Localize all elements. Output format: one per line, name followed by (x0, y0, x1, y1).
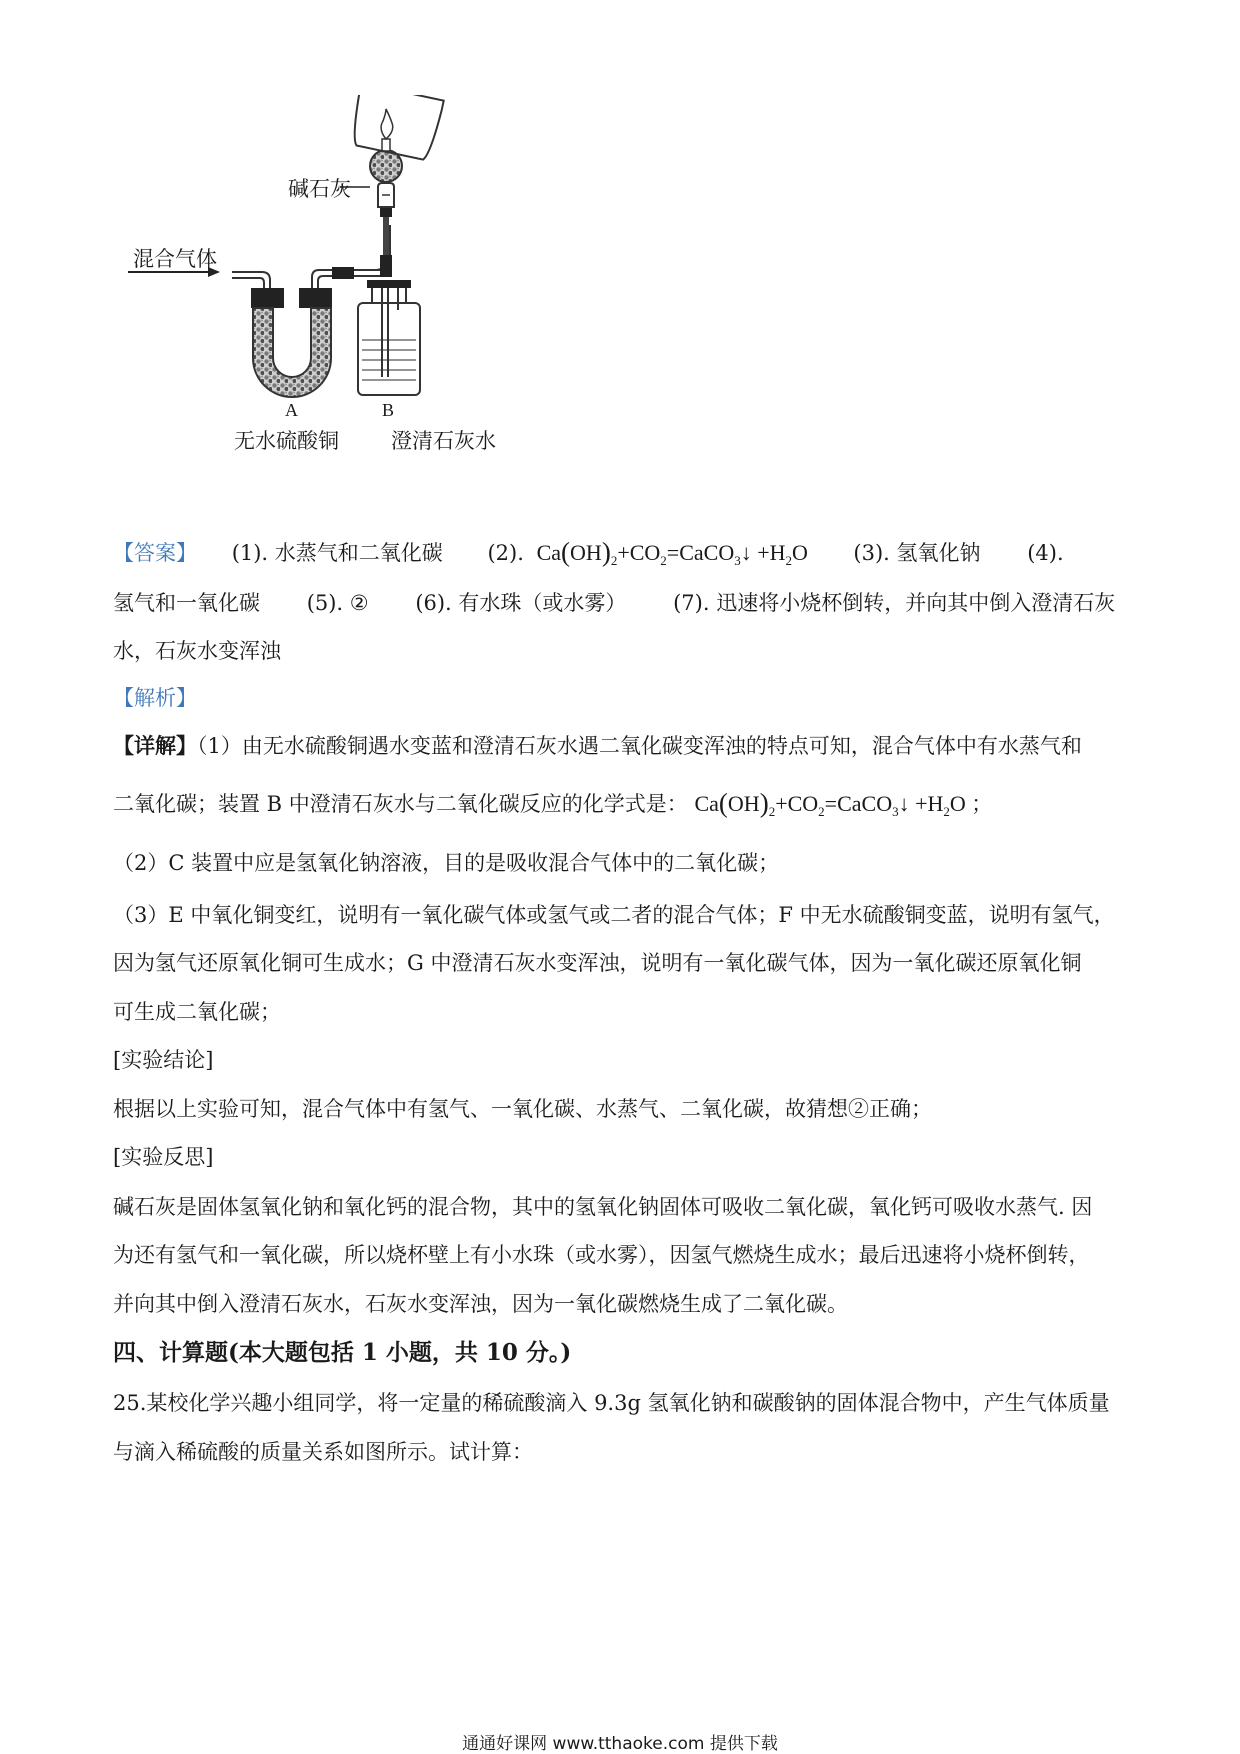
detail-text-2: 二氧化碳；装置 B 中澄清石灰水与二氧化碳反应的化学式是： (113, 792, 688, 816)
answer-p1: (1). 水蒸气和二氧化碳 (231, 541, 443, 565)
reflection-line-1: 碱石灰是固体氢氧化钠和氧化钙的混合物，其中的氢氧化钠固体可吸收二氧化碳，氧化钙可吸收水蒸气. 因 (113, 1195, 1093, 1219)
analysis-tag: 【解析】 (113, 686, 197, 710)
detail-line-2 (113, 788, 992, 827)
answer-equation: $Ca(OH)_2+CO_2=CaCO_3↓ +H_2O$ (536, 537, 808, 568)
page-footer: 通通好课网 www.tthaoke.com 提供下载 (462, 1734, 778, 1754)
rubber-connector (332, 267, 354, 279)
label-clear-limewater: 澄清石灰水 (391, 429, 496, 453)
label-b: B (382, 400, 395, 420)
detail-line-1 (113, 731, 1082, 761)
answer-p2-prefix: (2). (487, 541, 524, 565)
wash-bottle-b (358, 213, 420, 395)
detail-tag: 【详解】 (113, 733, 197, 758)
label-soda-lime: 碱石灰 (288, 177, 351, 201)
detail-equation: $Ca(OH)_2+CO_2=CaCO_3↓ +H_2O$ (694, 788, 966, 819)
answer-p5: (5). ② (306, 591, 369, 615)
question-25-line-2: 与滴入稀硫酸的质量关系如图所示。试计算： (113, 1440, 533, 1464)
label-anhydrous-copper-sulfate: 无水硫酸铜 (234, 429, 339, 453)
reflection-line-3: 并向其中倒入澄清石灰水，石灰水变浑浊，因为一氧化碳燃烧生成了二氧化碳。 (113, 1292, 848, 1316)
label-mixed-gas: 混合气体 (133, 247, 217, 271)
apparatus-diagram (120, 95, 590, 515)
reflection-tag: [实验反思] (113, 1145, 214, 1169)
detail-line-4: （3）E 中氧化铜变红，说明有一氧化碳气体或氢气或二者的混合气体；F 中无水硫酸铜变蓝，说明有氢气， (113, 903, 1115, 927)
section-4-title: 四、计算题(本大题包括 1 小题，共 10 分。) (113, 1339, 572, 1366)
answer-line-3: 水，石灰水变浑浊 (113, 639, 281, 663)
answer-p4: 氢气和一氧化碳 (113, 591, 260, 615)
detail-line-3: （2）C 装置中应是氢氧化钠溶液，目的是吸收混合气体中的二氧化碳； (113, 851, 780, 875)
reflection-line-2: 为还有氢气和一氧化碳，所以烧杯壁上有小水珠（或水雾），因氢气燃烧生成水；最后迅速将小烧杯倒转， (113, 1243, 1090, 1267)
conclusion-tag: [实验结论] (113, 1048, 214, 1072)
answer-p7: (7). 迅速将小烧杯倒转，并向其中倒入澄清石灰 (673, 591, 1116, 615)
detail-line-5: 因为氢气还原氧化铜可生成水；G 中澄清石灰水变浑浊，说明有一氧化碳气体，因为一氧化碳还原氧化铜 (113, 951, 1082, 975)
question-25-line-1: 25.某校化学兴趣小组同学，将一定量的稀硫酸滴入 9.3g 氢氧化钠和碳酸钠的固体混合物中，产生气体质量 (113, 1391, 1110, 1415)
conclusion-text: 根据以上实验可知，混合气体中有氢气、一氧化碳、水蒸气、二氧化碳，故猜想②正确； (113, 1097, 932, 1121)
detail-text-1: （1）由无水硫酸铜遇水变蓝和澄清石灰水遇二氧化碳变浑浊的特点可知，混合气体中有水蒸气和 (197, 734, 1082, 758)
answer-p4-prefix: (4). (1027, 541, 1064, 565)
answer-p6: (6). 有水珠（或水雾） (415, 591, 627, 615)
flame (381, 109, 393, 139)
inverted-beaker (347, 95, 444, 161)
answer-line-1 (113, 537, 1064, 576)
detail-text-2-end: ； (971, 792, 993, 816)
label-a: A (285, 400, 298, 420)
answer-p3: (3). 氢氧化钠 (853, 541, 981, 565)
apparatus-drawing (120, 95, 590, 515)
detail-line-6: 可生成二氧化碳； (113, 1000, 281, 1024)
answer-line-2 (113, 588, 1115, 618)
answer-tag: 【答案】 (113, 541, 197, 565)
